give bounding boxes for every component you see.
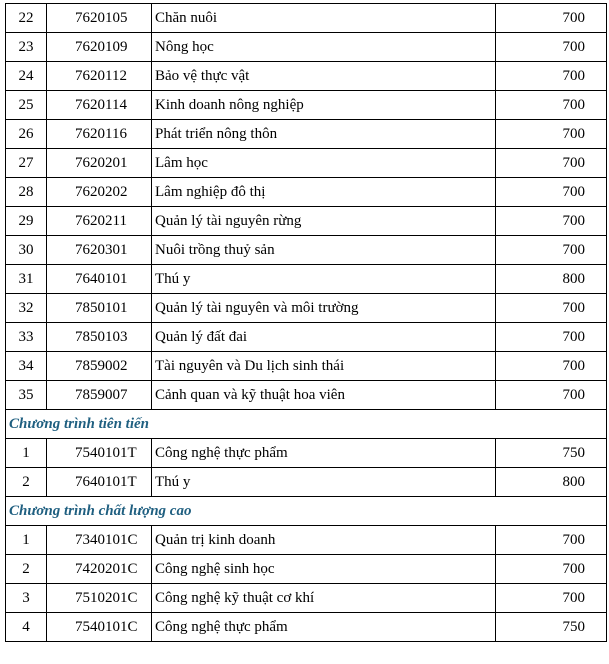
min-score: 700	[496, 294, 607, 323]
major-code: 7859007	[47, 381, 152, 410]
table-row	[6, 584, 607, 613]
table-row	[6, 613, 607, 642]
major-code: 7340101C	[47, 526, 152, 555]
table-row	[6, 555, 607, 584]
major-name: Cảnh quan và kỹ thuật hoa viên	[152, 381, 496, 410]
min-score: 700	[496, 323, 607, 352]
table-row	[6, 178, 607, 207]
major-code: 7620105	[47, 4, 152, 33]
major-code: 7420201C	[47, 555, 152, 584]
min-score: 750	[496, 613, 607, 642]
major-code: 7620201	[47, 149, 152, 178]
row-number: 28	[6, 178, 47, 207]
majors-table-body	[6, 4, 607, 642]
table-row	[6, 526, 607, 555]
table-row	[6, 4, 607, 33]
table-row	[6, 439, 607, 468]
table-row	[6, 33, 607, 62]
row-number: 33	[6, 323, 47, 352]
min-score: 750	[496, 439, 607, 468]
major-code: 7850101	[47, 294, 152, 323]
table-row	[6, 294, 607, 323]
major-name: Chăn nuôi	[152, 4, 496, 33]
row-number: 27	[6, 149, 47, 178]
min-score: 700	[496, 120, 607, 149]
major-code: 7620202	[47, 178, 152, 207]
table-row	[6, 120, 607, 149]
row-number: 1	[6, 439, 47, 468]
major-code: 7640101	[47, 265, 152, 294]
row-number: 2	[6, 468, 47, 497]
table-row	[6, 236, 607, 265]
min-score: 700	[496, 584, 607, 613]
row-number: 35	[6, 381, 47, 410]
min-score: 700	[496, 381, 607, 410]
table-row	[6, 91, 607, 120]
row-number: 29	[6, 207, 47, 236]
major-code: 7540101T	[47, 439, 152, 468]
row-number: 4	[6, 613, 47, 642]
major-name: Công nghệ thực phẩm	[152, 439, 496, 468]
row-number: 23	[6, 33, 47, 62]
major-name: Quản lý tài nguyên rừng	[152, 207, 496, 236]
section-header-row	[6, 497, 607, 526]
major-code: 7620116	[47, 120, 152, 149]
table-row	[6, 149, 607, 178]
section-title: Chương trình tiên tiến	[6, 410, 496, 439]
majors-table	[5, 3, 607, 642]
row-number: 22	[6, 4, 47, 33]
major-name: Lâm học	[152, 149, 496, 178]
major-name: Kinh doanh nông nghiệp	[152, 91, 496, 120]
min-score: 700	[496, 178, 607, 207]
major-name: Thú y	[152, 468, 496, 497]
major-name: Công nghệ kỹ thuật cơ khí	[152, 584, 496, 613]
row-number: 25	[6, 91, 47, 120]
major-name: Thú y	[152, 265, 496, 294]
row-number: 32	[6, 294, 47, 323]
min-score: 700	[496, 526, 607, 555]
table-row	[6, 265, 607, 294]
major-code: 7620109	[47, 33, 152, 62]
section-title-tail	[496, 410, 607, 439]
major-code: 7540101C	[47, 613, 152, 642]
min-score: 800	[496, 468, 607, 497]
table-row	[6, 323, 607, 352]
min-score: 700	[496, 4, 607, 33]
row-number: 2	[6, 555, 47, 584]
major-name: Nuôi trồng thuỷ sản	[152, 236, 496, 265]
major-name: Lâm nghiệp đô thị	[152, 178, 496, 207]
major-code: 7859002	[47, 352, 152, 381]
min-score: 700	[496, 91, 607, 120]
table-row	[6, 381, 607, 410]
major-code: 7850103	[47, 323, 152, 352]
min-score: 700	[496, 352, 607, 381]
major-code: 7510201C	[47, 584, 152, 613]
min-score: 700	[496, 207, 607, 236]
row-number: 26	[6, 120, 47, 149]
major-name: Công nghệ thực phẩm	[152, 613, 496, 642]
major-name: Nông học	[152, 33, 496, 62]
major-code: 7620301	[47, 236, 152, 265]
row-number: 30	[6, 236, 47, 265]
major-name: Phát triển nông thôn	[152, 120, 496, 149]
row-number: 3	[6, 584, 47, 613]
major-name: Tài nguyên và Du lịch sinh thái	[152, 352, 496, 381]
row-number: 24	[6, 62, 47, 91]
min-score: 700	[496, 555, 607, 584]
min-score: 700	[496, 149, 607, 178]
section-title-tail	[496, 497, 607, 526]
major-name: Quản lý tài nguyên và môi trường	[152, 294, 496, 323]
row-number: 1	[6, 526, 47, 555]
table-row	[6, 62, 607, 91]
row-number: 34	[6, 352, 47, 381]
major-code: 7620112	[47, 62, 152, 91]
major-name: Công nghệ sinh học	[152, 555, 496, 584]
table-row	[6, 207, 607, 236]
section-header-row	[6, 410, 607, 439]
min-score: 700	[496, 62, 607, 91]
min-score: 800	[496, 265, 607, 294]
major-name: Bảo vệ thực vật	[152, 62, 496, 91]
table-row	[6, 352, 607, 381]
table-row	[6, 468, 607, 497]
row-number: 31	[6, 265, 47, 294]
min-score: 700	[496, 33, 607, 62]
major-name: Quản lý đất đai	[152, 323, 496, 352]
min-score: 700	[496, 236, 607, 265]
major-code: 7620114	[47, 91, 152, 120]
major-code: 7620211	[47, 207, 152, 236]
section-title: Chương trình chất lượng cao	[6, 497, 496, 526]
major-code: 7640101T	[47, 468, 152, 497]
major-name: Quản trị kinh doanh	[152, 526, 496, 555]
